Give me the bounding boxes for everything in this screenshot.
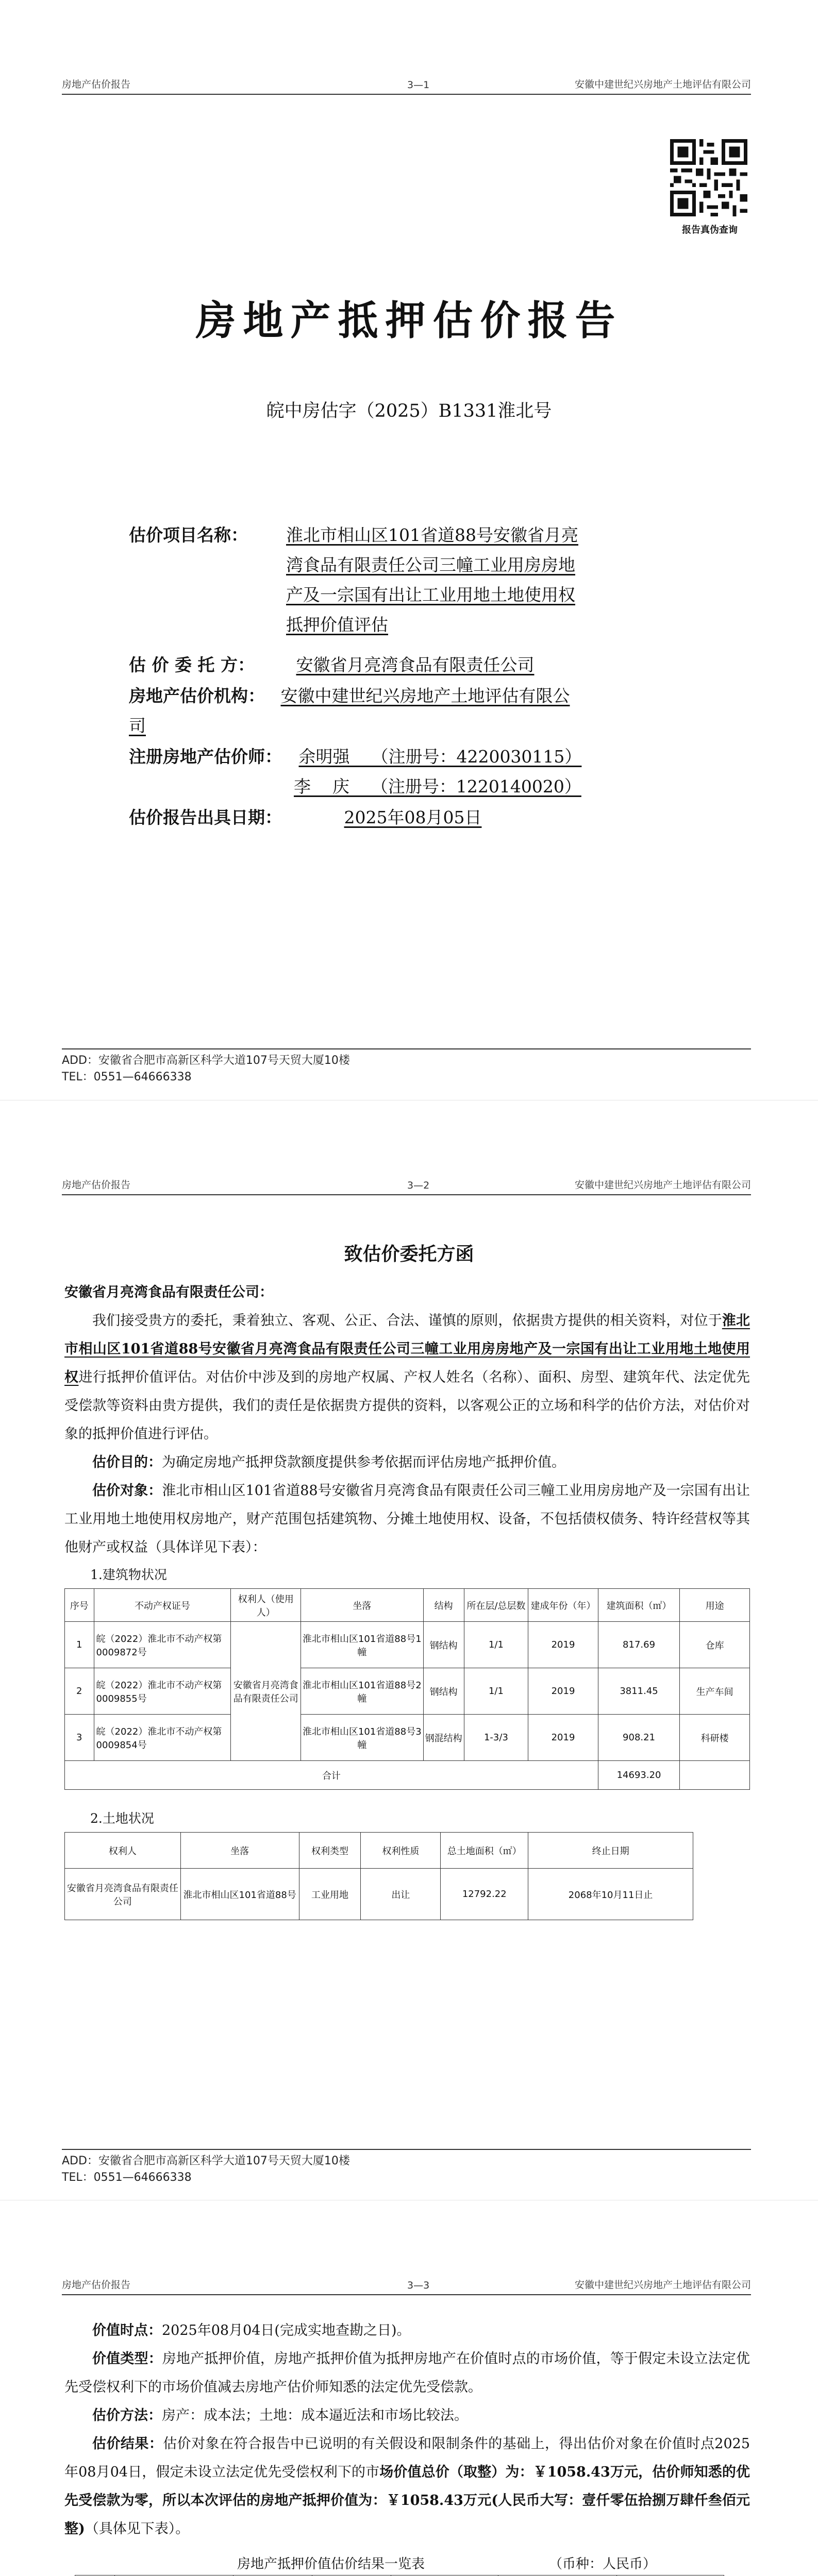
header-left: 房地产估价报告	[62, 79, 131, 90]
cell-owner: 安徽省月亮湾食品有限责任公司	[231, 1622, 301, 1761]
col-header: 权利类型	[299, 1833, 361, 1869]
cell: 皖（2022）淮北市不动产权第0009854号	[94, 1715, 231, 1761]
page-header	[62, 2278, 751, 2295]
result-paragraph	[64, 2430, 750, 2543]
cell: 1	[65, 1622, 94, 1668]
value-type-label: 价值类型：	[92, 2351, 162, 2367]
buildings-table	[64, 1588, 750, 1790]
footer-address: ADD：安徽省合肥市高新区科学大道107号天贸大厦10楼	[62, 2155, 350, 2167]
value-table-title: 房地产抵押价值估价结果一览表	[237, 2556, 425, 2572]
cell: 1-3/3	[464, 1715, 528, 1761]
qr-code-icon[interactable]	[670, 139, 747, 216]
cell: 仓库	[680, 1622, 750, 1668]
col-header: 所在层/总层数	[464, 1589, 528, 1622]
intro-text: 我们接受贵方的委托，秉着独立、客观、公正、合法、谨慎的原则，依据贵方提供的相关资料，对位于	[92, 1313, 722, 1329]
col-header: 建筑面积（㎡）	[598, 1589, 679, 1622]
intro-paragraph	[64, 1307, 750, 1448]
cell: 2019	[528, 1715, 598, 1761]
header-left: 房地产估价报告	[62, 1179, 131, 1191]
result-text: 估价对象在符合报告中已说明的有关假设和限制条件的基础上，得出估价对象在价值时点2025年08月04日，假定未设立法定优先受偿权利下的市	[64, 2436, 750, 2480]
table-row	[65, 1715, 750, 1761]
cell: 2068年10月11日止	[528, 1869, 693, 1920]
method-label: 估价方法：	[92, 2408, 162, 2424]
footer-tel: TEL：0551—64666338	[62, 1071, 192, 1083]
agency-value: 安徽中建世纪兴房地产土地评估有限公	[280, 686, 570, 706]
cell: 皖（2022）淮北市不动产权第0009855号	[94, 1668, 231, 1715]
table-total-row	[65, 1761, 750, 1790]
col-header: 序号	[65, 1589, 94, 1622]
date-label: 估价报告出具日期：	[129, 807, 282, 827]
header-company: 安徽中建世纪兴房地产土地评估有限公司	[574, 79, 751, 90]
purpose-text: 为确定房地产抵押贷款额度提供参考依据而评估房地产抵押价值。	[162, 1454, 565, 1470]
col-header: 权利人	[65, 1833, 181, 1869]
col-header: 坐落	[301, 1589, 424, 1622]
agency-value-tail: 司	[129, 716, 146, 736]
letter-body	[64, 1278, 750, 1920]
object-label: 估价对象：	[92, 1483, 162, 1499]
cell: 工业用地	[299, 1869, 361, 1920]
cell: 淮北市相山区101省道88号	[180, 1869, 299, 1920]
project-name-label: 估价项目名称：	[129, 525, 248, 545]
client-label: 估 价 委 托 方：	[129, 655, 255, 675]
client-value: 安徽省月亮湾食品有限责任公司	[296, 655, 535, 675]
value-table-caption	[64, 2549, 750, 2575]
cell: 908.21	[598, 1715, 679, 1761]
col-header: 结构	[423, 1589, 464, 1622]
value-date-paragraph	[64, 2316, 750, 2345]
appraiser-label: 注册房地产估价师：	[129, 747, 282, 767]
cell: 3	[65, 1715, 94, 1761]
footer-address: ADD：安徽省合肥市高新区科学大道107号天贸大厦10楼	[62, 1054, 350, 1067]
cell: 钢结构	[423, 1622, 464, 1668]
col-header: 不动产权证号	[94, 1589, 231, 1622]
total-label: 合计	[65, 1761, 598, 1790]
cell: 817.69	[598, 1622, 679, 1668]
appraiser-block	[129, 742, 711, 802]
cell: 皖（2022）淮北市不动产权第0009872号	[94, 1622, 231, 1668]
page-header	[62, 77, 751, 95]
agency-label: 房地产估价机构：	[129, 686, 265, 706]
value-type-paragraph	[64, 2345, 750, 2401]
report-title: 房地产抵押估价报告	[195, 297, 623, 344]
purpose-paragraph	[64, 1448, 750, 1477]
result-label: 估价结果：	[92, 2436, 163, 2452]
section-land: 2.土地状况	[90, 1811, 154, 1826]
method-paragraph	[64, 2401, 750, 2430]
appraiser-1: 余明强 （注册号：4220030115）	[298, 747, 582, 767]
result-body	[64, 2316, 750, 2576]
table-row	[65, 1869, 693, 1920]
addressee: 安徽省月亮湾食品有限责任公司：	[64, 1284, 273, 1300]
header-company: 安徽中建世纪兴房地产土地评估有限公司	[574, 2279, 751, 2291]
object-text: 淮北市相山区101省道88号安徽省月亮湾食品有限责任公司三幢工业用房房地产及一宗国有出让工业用地土地使用权房地产，财产范围包括建筑物、分摊土地使用权、设备，不包括债权债务、特许经营权等其他财产或权益（具体详见下表）：	[64, 1483, 750, 1555]
cell: 淮北市相山区101省道88号2幢	[301, 1668, 424, 1715]
cell: 淮北市相山区101省道88号1幢	[301, 1622, 424, 1668]
cell: 生产车间	[680, 1668, 750, 1715]
cell: 12792.22	[441, 1869, 528, 1920]
cell-empty	[680, 1761, 750, 1790]
total-area: 14693.20	[598, 1761, 679, 1790]
project-name-block	[129, 520, 711, 640]
cell: 出让	[361, 1869, 441, 1920]
project-name-line: 产及一宗国有出让工业用地土地使用权	[286, 585, 575, 605]
cell: 3811.45	[598, 1668, 679, 1715]
letter-title: 致估价委托方函	[344, 1243, 474, 1265]
cell: 1/1	[464, 1622, 528, 1668]
page-footer	[62, 2149, 751, 2186]
cell: 淮北市相山区101省道88号3幢	[301, 1715, 424, 1761]
cell: 1/1	[464, 1668, 528, 1715]
cell: 2019	[528, 1622, 598, 1668]
intro-tail: 进行抵押价值评估。对估价中涉及到的房地产权属、产权人姓名（名称）、面积、房型、建筑年代、法定优先受偿款等资料由贵方提供，我们的责任是依据贵方提供的资料，以客观公正的立场和科学的估价方法，对估价对象的抵押价值进行评估。	[64, 1369, 750, 1442]
cell: 安徽省月亮湾食品有限责任公司	[65, 1869, 181, 1920]
project-name-line: 抵押价值评估	[286, 615, 388, 635]
value-table-currency: （币种：人民币）	[549, 2556, 657, 2572]
method-text: 房产：成本法；土地：成本逼近法和市场比较法。	[162, 2408, 468, 2424]
col-header: 总土地面积（㎡）	[441, 1833, 528, 1869]
appraiser-2: 李 庆 （注册号：1220140020）	[294, 776, 581, 796]
section-buildings: 1.建筑物状况	[90, 1567, 167, 1582]
object-paragraph	[64, 1477, 750, 1562]
purpose-label: 估价目的：	[92, 1454, 162, 1470]
table-row	[65, 1622, 750, 1668]
page-footer	[62, 1048, 751, 1086]
cell: 钢结构	[423, 1668, 464, 1715]
qr-caption: 报告真伪查询	[682, 225, 738, 235]
intro-object: 淮北市相山区101省道88号安徽省月亮湾食品有限责任公司三幢工业用房房地产及一宗国有出让工业用地土地使用权	[64, 1313, 750, 1385]
header-company: 安徽中建世纪兴房地产土地评估有限公司	[574, 1179, 751, 1191]
col-header: 权利性质	[361, 1833, 441, 1869]
result-tail: （具体见下表）。	[85, 2521, 190, 2537]
client-block	[129, 650, 711, 680]
col-header: 终止日期	[528, 1833, 693, 1869]
date-block	[129, 803, 711, 833]
project-name-line: 湾食品有限责任公司三幢工业用房房地	[286, 555, 575, 575]
cell: 钢混结构	[423, 1715, 464, 1761]
letter-page	[0, 1100, 818, 2200]
header-left: 房地产估价报告	[62, 2279, 131, 2291]
agency-block	[129, 681, 711, 741]
cell: 2019	[528, 1668, 598, 1715]
result-page	[0, 2200, 818, 2576]
col-header: 权利人（使用人）	[231, 1589, 301, 1622]
value-date-label: 价值时点：	[92, 2323, 162, 2338]
result-value: 场价值总价（取整）为：￥1058.43万元，估价师知悉的优先受偿款为零，所以本次评估的房地产抵押价值为：￥1058.43万元(人民币大写：壹仟零伍拾捌万肆仟叁佰元整)	[64, 2464, 750, 2537]
project-name-line: 淮北市相山区101省道88号安徽省月亮	[286, 525, 578, 545]
value-date-text: 2025年08月04日(完成实地查勘之日)。	[162, 2323, 411, 2338]
col-header: 用途	[680, 1589, 750, 1622]
table-row	[65, 1668, 750, 1715]
header-page-number: 3—3	[407, 2280, 430, 2291]
cell: 2	[65, 1668, 94, 1715]
col-header: 坐落	[180, 1833, 299, 1869]
page-header	[62, 1178, 751, 1195]
footer-tel: TEL：0551—64666338	[62, 2171, 192, 2184]
document-number: 皖中房估字（2025）B1331淮北号	[266, 401, 552, 421]
cell: 科研楼	[680, 1715, 750, 1761]
header-page-number: 3—1	[407, 79, 430, 91]
issue-date: 2025年08月05日	[344, 807, 482, 827]
col-header: 建成年份（年）	[528, 1589, 598, 1622]
value-type-text: 房地产抵押价值，房地产抵押价值为抵押房地产在价值时点的市场价值，等于假定未设立法定优先受偿权利下的市场价值减去房地产估价师知悉的法定优先受偿款。	[64, 2351, 750, 2395]
land-table	[64, 1832, 693, 1920]
cover-page	[0, 0, 818, 1100]
header-page-number: 3—2	[407, 1180, 430, 1191]
